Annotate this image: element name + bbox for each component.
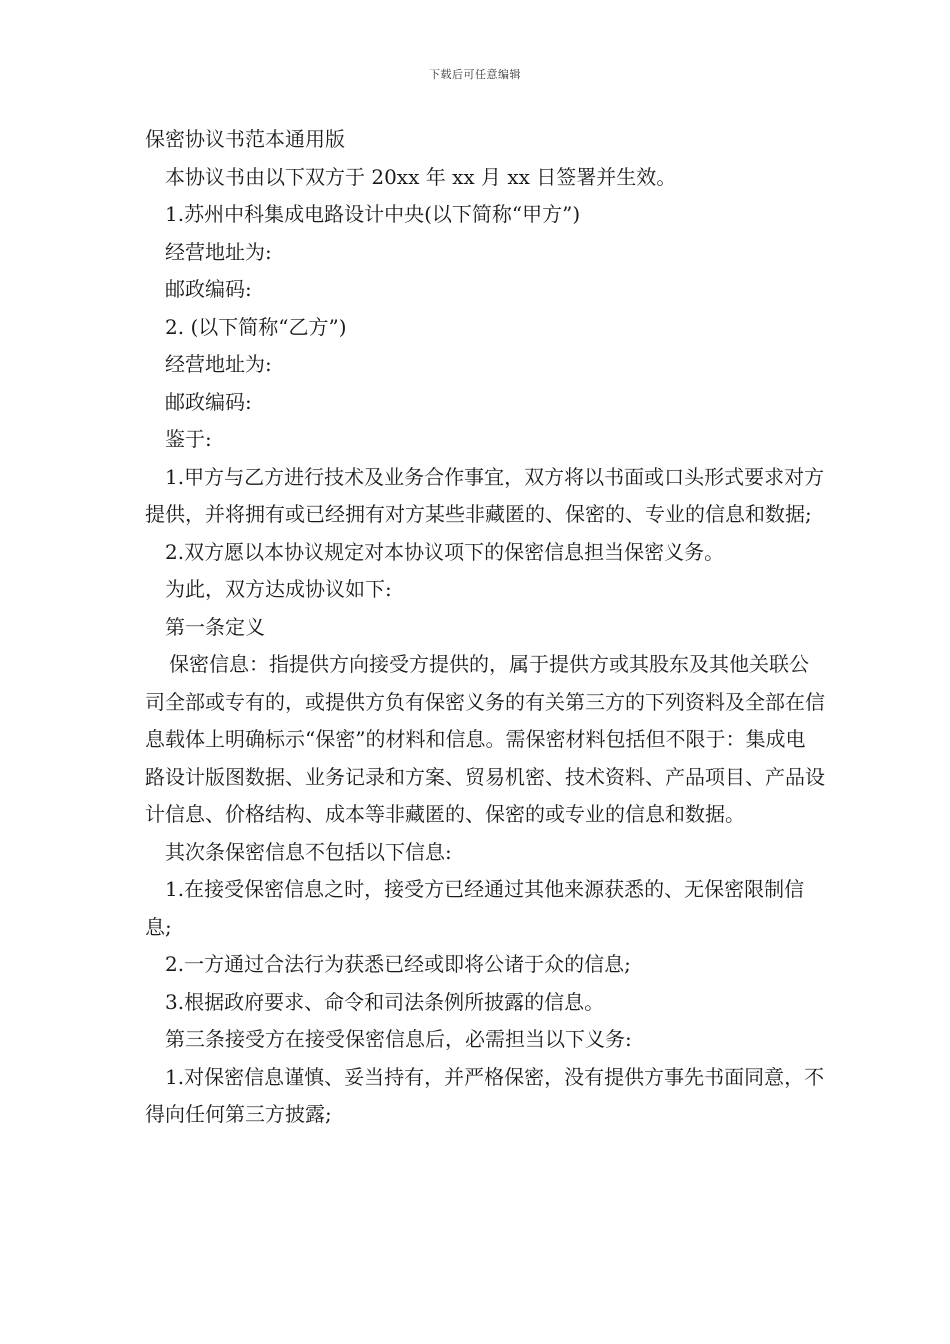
paragraph-party-a-postcode: 邮政编码: — [165, 277, 252, 301]
paragraph-whereas-1: 1.甲方与乙方进行技术及业务合作事宜，双方将以书面或口头形式要求对方提供，并将拥有或已经拥有对方某些非藏匿的、保密的、专业的信息和数据; — [145, 464, 825, 526]
article-2-item-1: 1.在接受保密信息之时，接受方已经通过其他来源获悉的、无保密限制信息; — [145, 877, 805, 939]
article-3-heading: 第三条接受方在接受保密信息后，必需担当以下义务: — [165, 1027, 632, 1051]
page-header: 下载后可任意编辑 — [429, 68, 521, 81]
paragraph-party-a: 1.苏州中科集成电路设计中央(以下简称“甲方”) — [165, 202, 581, 226]
paragraph-party-a-address: 经营地址为: — [165, 239, 272, 264]
paragraph-agreement-intro: 为此，双方达成协议如下: — [165, 577, 392, 601]
paragraph-party-b: 2. (以下简称“乙方”) — [165, 314, 347, 339]
article-1-definition: 保密信息：指提供方向接受方提供的，属于提供方或其股东及其他关联公司全部或专有的，或提供方负有保密义务的有关第三方的下列资料及全部在信息载体上明确标示“保密”的材料和信息。需保密材料包括但不限于：集成电路设计版图数据、业务记录和方案、贸易机密、技术资料、产品项目、产品设计信息、价格结构、成本等非藏匿的、保密的或专业的信息和数据。 — [145, 652, 825, 826]
paragraph-whereas-2: 2.双方愿以本协议规定对本协议项下的保密信息担当保密义务。 — [165, 539, 725, 564]
article-2-item-2: 2.一方通过合法行为获悉已经或即将公诸于众的信息; — [165, 952, 631, 976]
article-2-heading: 其次条保密信息不包括以下信息: — [165, 839, 452, 864]
paragraph-party-b-address: 经营地址为: — [165, 352, 272, 376]
article-2-item-3: 3.根据政府要求、命令和司法条例所披露的信息。 — [165, 989, 605, 1014]
document-body — [145, 121, 825, 1134]
document-title: 保密协议书范本通用版 — [145, 127, 345, 151]
paragraph-effective-date: 本协议书由以下双方于 20xx 年 xx 月 xx 日签署并生效。 — [165, 164, 677, 189]
paragraph-party-b-postcode: 邮政编码: — [165, 389, 252, 414]
article-1-heading: 第一条定义 — [165, 614, 265, 639]
article-3-item-1: 1.对保密信息谨慎、妥当持有，并严格保密，没有提供方事先书面同意，不得向任何第三方披露; — [145, 1064, 825, 1126]
paragraph-whereas: 鉴于: — [165, 427, 212, 451]
